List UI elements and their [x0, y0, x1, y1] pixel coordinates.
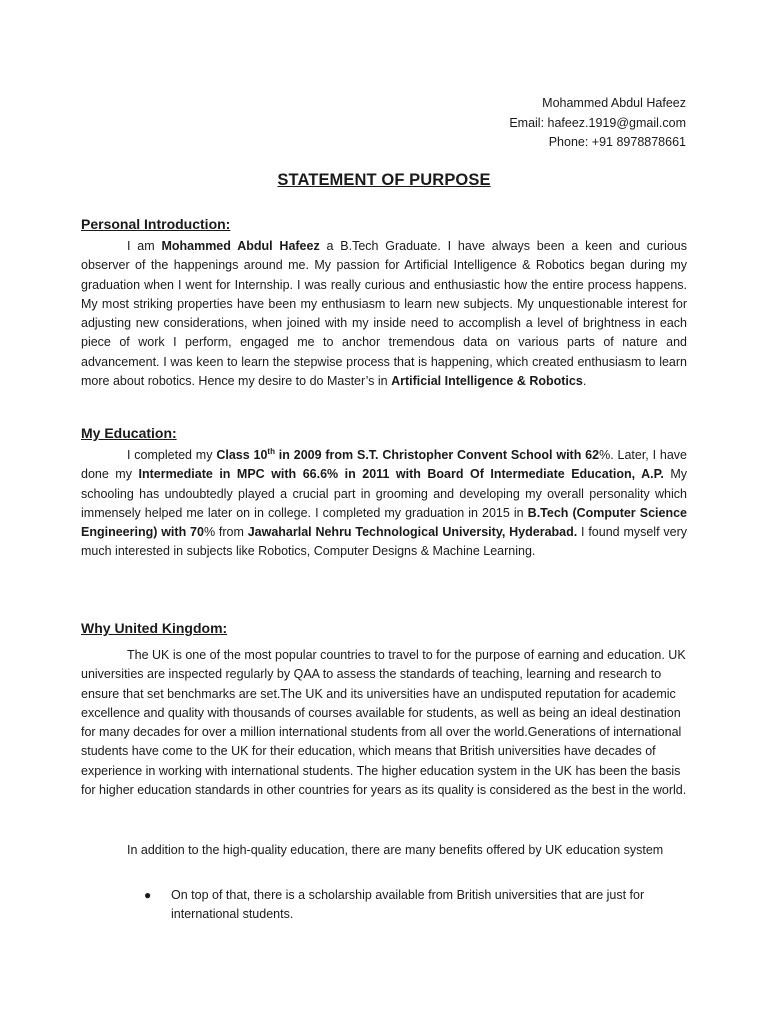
education-text-2: %. Later, I have done my	[81, 448, 688, 482]
uk-paragraph-1: The UK is one of the most popular countries to travel to for the purpose of earning and education. UK universities are inspected regularly by QAA to assess the standards of teaching, learning and research to ensure that set benchmarks are set.The UK and its universities have an undisputed reputation for academic excellence and quality with thousands of courses available for students, as well as being an ideal destination for many decades for over a million international students from all over the world.Generations of international students have come to the UK for their education, which means that British universities have decades of experience in working with international students. The higher education system in the UK has been the basis for higher education standards in other countries for years as its quality is considered as the best in the world.	[81, 648, 687, 798]
intro-name: Mohammed Abdul Hafeez	[161, 239, 320, 253]
author-phone: Phone: +91 8978878661	[548, 135, 686, 149]
intro-text-1: I am	[127, 239, 162, 253]
education-text-4: % from	[203, 525, 248, 540]
contact-block	[509, 94, 686, 153]
author-name: Mohammed Abdul Hafeez	[542, 96, 686, 110]
education-text-1: I completed my	[127, 448, 217, 462]
education-bold-5: Jawaharlal Nehru Technological University, Hyderabad.	[247, 525, 578, 540]
uk-bullet-item	[146, 886, 691, 925]
section-heading-personal-introduction: Personal Introduction:	[81, 216, 231, 232]
bullet-icon: ●	[144, 888, 152, 902]
education-text-3: My schooling has undoubtedly played a crucial part in grooming and developing my overall personality which immensely helped me later on in college. I completed my graduation in 2015 in	[81, 467, 687, 520]
author-email: Email: hafeez.1919@gmail.com	[509, 115, 686, 130]
intro-text-3: .	[582, 374, 587, 389]
section-heading-my-education: My Education:	[81, 425, 177, 441]
intro-paragraph	[81, 237, 687, 391]
education-bold-2: in 2009 from S.T. Christopher Convent School with 62	[274, 448, 600, 462]
document-title: STATEMENT OF PURPOSE	[277, 171, 491, 189]
education-paragraph	[81, 446, 687, 562]
intro-field: Artificial Intelligence & Robotics	[391, 374, 583, 389]
education-bold-3: Intermediate in MPC with 66.6% in 2011 with Board Of Intermediate Education, A.P.	[138, 467, 664, 482]
education-text-5: I found myself very much interested in subjects like Robotics, Computer Designs & Machine Learning.	[81, 525, 687, 559]
uk-bullet-text: On top of that, there is a scholarship available from British universities that are just for international students.	[171, 888, 645, 922]
education-superscript: th	[267, 446, 275, 456]
intro-text-2: a B.Tech Graduate. I have always been a keen and curious observer of the happenings around me. My passion for Artificial Intelligence & Robotics began during my graduation when I went for Internship. I was really curious and enthusiastic how the entire process happens. My most striking properties have been my enthusiasm to learn new subjects. My unquestionable interest for adjusting new considerations, when joined with my inside need to accomplish a level of brightness in each piece of work I perform, engaged me to anchor tremendous data on various parts of nature and advancement. I was keen to learn the stepwise process that is happening, which created enthusiasm to learn more about robotics. Hence my desire to do Master’s in	[81, 239, 687, 389]
education-bold-1: Class 10	[216, 448, 268, 462]
section-heading-why-united-kingdom: Why United Kingdom:	[81, 620, 228, 636]
uk-paragraph-2: In addition to the high-quality education, there are many benefits offered by UK education system	[127, 843, 664, 857]
education-bold-4: B.Tech (Computer Science Engineering) with 70	[81, 505, 687, 540]
